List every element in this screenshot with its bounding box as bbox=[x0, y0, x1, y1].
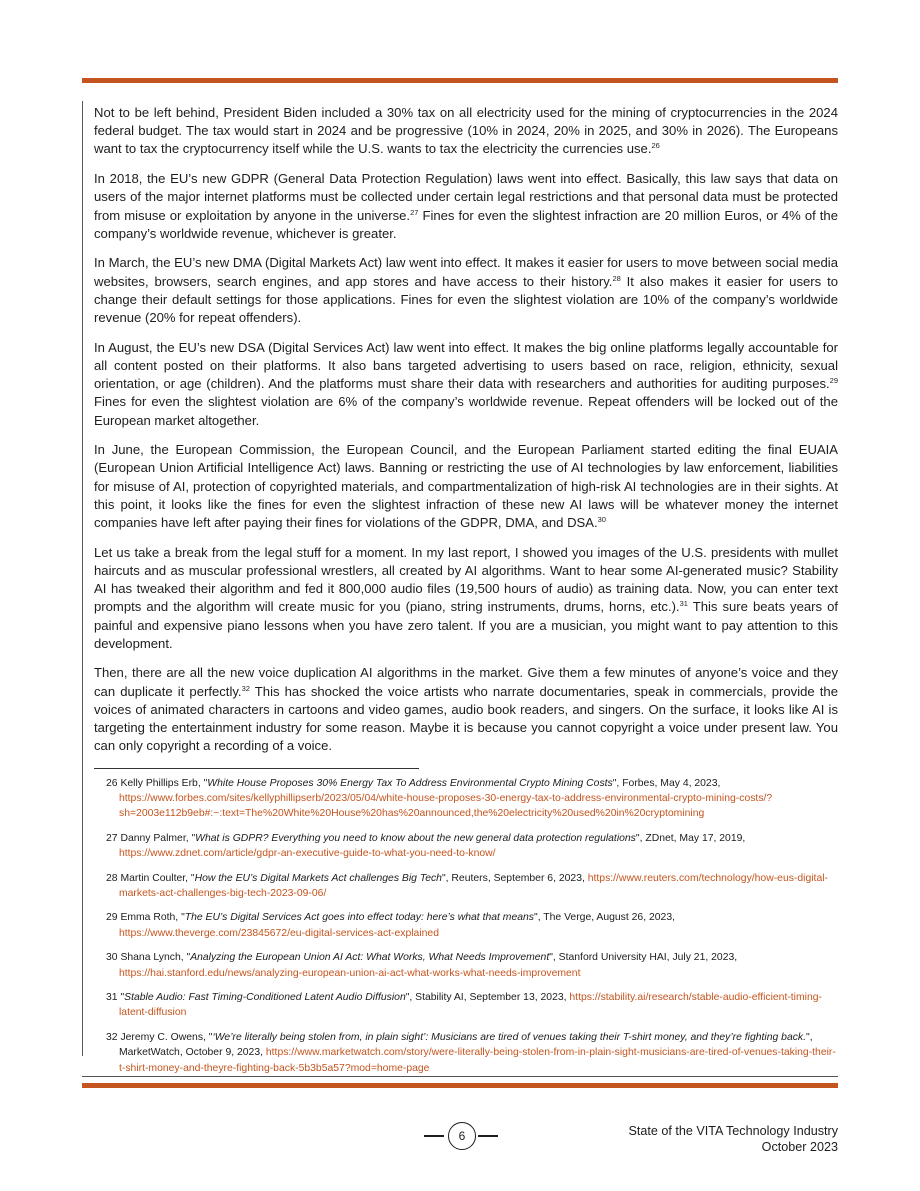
footnote-ref: 31 bbox=[679, 599, 688, 609]
text-run: 30 Shana Lynch, " bbox=[106, 952, 191, 964]
text-run: This has shocked the voice artists who narrate documentaries, speak in commercials, provide the voices of animated characters in cartoons and video games, audio book readers, and singers. On the surface, it looks like AI is targeting the entertainment industry for some reason. Maybe it is because you cannot copyright a voice under present law. You can only copyright a recording of a voice. bbox=[94, 683, 838, 754]
left-margin-rule bbox=[82, 101, 83, 1056]
bottom-accent-rule bbox=[82, 1083, 838, 1088]
page-number-left-dash bbox=[424, 1135, 444, 1137]
paragraph bbox=[94, 339, 838, 430]
source-link[interactable]: https://hai.stanford.edu/news/analyzing-european-union-ai-act-what-works-what-needs-improvement bbox=[119, 967, 581, 979]
footnote-separator bbox=[94, 768, 419, 769]
article-title: Stable Audio: Fast Timing-Conditioned Latent Audio Diffusion bbox=[124, 991, 406, 1003]
text-run: It also makes it easier for users to change their default settings for those applications. Fines for even the slightest violation are 10% of the company’s worldwide revenue (20% for repeat offenders). bbox=[94, 273, 838, 326]
page-body bbox=[94, 104, 838, 1085]
footnote bbox=[106, 776, 838, 822]
page-number-badge bbox=[424, 1122, 500, 1150]
text-run: ", Forbes, May 4, 2023, bbox=[612, 777, 721, 789]
footnotes bbox=[94, 776, 838, 1077]
text-run: ", Stanford University HAI, July 21, 2023, bbox=[549, 952, 738, 964]
article-title: What is GDPR? Everything you need to know about the new general data protection regulations bbox=[195, 832, 636, 844]
article-title: How the EU’s Digital Markets Act challenges Big Tech bbox=[194, 872, 442, 884]
source-link[interactable]: https://stability.ai/research/stable-audio-efficient-timing-latent-diffusion bbox=[119, 991, 822, 1019]
source-link[interactable]: https://www.marketwatch.com/story/were-literally-being-stolen-from-in-plain-sight-musicians-are-tired-of-venues-taking-their-t-shirt-money-and-theyre-fighting-back-5b3b5a57?mod=home-page bbox=[119, 1047, 836, 1074]
text-run: In March, the EU’s new DMA (Digital Markets Act) law went into effect. It makes it easier for users to move between social media websites, browsers, search engines, and app stores and have access to their history. bbox=[94, 255, 838, 289]
top-accent-rule bbox=[82, 78, 838, 83]
text-run: Fines for even the slightest infraction are 20 million Euros, or 4% of the company’s worldwide revenue, whichever is greater. bbox=[94, 207, 838, 241]
text-run: 26 Kelly Phillips Erb, " bbox=[106, 777, 208, 789]
text-run: Not to be left behind, President Biden included a 30% tax on all electricity used for the mining of cryptocurrencies in the 2024 federal budget. The tax would start in 2024 and be progressive (10% in 2024, 20% in 2025, and 30% in 2026). The Europeans want to tax the cryptocurrency itself while the U.S. wants to tax the electricity the currencies use. bbox=[94, 105, 838, 157]
paragraph bbox=[94, 254, 838, 327]
text-run: In June, the European Commission, the European Council, and the European Parliament started editing the final EUAIA (European Union Artificial Intelligence Act) laws. Banning or restricting the use of AI technologies by law enforcement, liabilities for misuse of AI, protection of copyrighted materials, and compartmentalization of high-risk AI technologies are in their sights. At this point, it looks like the fines for even the slightest infraction of these new AI laws will be whatever money the internet companies have left after paying their fines for violations of the GDPR, DMA, and DSA. bbox=[94, 442, 838, 531]
source-link[interactable]: https://www.theverge.com/23845672/eu-digital-services-act-explained bbox=[119, 927, 439, 939]
text-run: 28 Martin Coulter, " bbox=[106, 872, 195, 884]
footnote bbox=[106, 910, 838, 941]
footnote-ref: 29 bbox=[829, 376, 838, 386]
text-run: This sure beats years of painful and expensive piano lessons when you have zero talent. If you are a musician, you might want to pay attention to this development. bbox=[94, 599, 838, 651]
footnote-ref: 32 bbox=[241, 683, 250, 693]
text-run: 27 Danny Palmer, " bbox=[106, 832, 196, 844]
body-text bbox=[94, 104, 838, 756]
text-run: 29 Emma Roth, " bbox=[106, 912, 185, 924]
article-title: Analyzing the European Union AI Act: What Works, What Needs Improvement bbox=[190, 952, 550, 964]
footnote bbox=[106, 990, 838, 1021]
report-date: October 2023 bbox=[761, 1140, 838, 1154]
footnote-ref: 28 bbox=[612, 273, 621, 283]
source-link[interactable]: https://www.reuters.com/technology/how-eus-digital-markets-act-challenges-big-tech-2023-09-06/ bbox=[119, 872, 828, 899]
text-run: Fines for even the slightest violation are 6% of the company’s worldwide revenue. Repeat offenders will be locked out of the European market altogether. bbox=[94, 394, 838, 428]
bottom-thin-rule bbox=[82, 1076, 838, 1077]
text-run: ", ZDnet, May 17, 2019, bbox=[635, 832, 746, 844]
text-run: ", Stability AI, September 13, 2023, bbox=[405, 991, 570, 1003]
text-run: Then, there are all the new voice duplication AI algorithms in the market. Give them a few minutes of anyone’s voice and they can duplicate it perfectly. bbox=[94, 665, 838, 699]
source-link[interactable]: https://www.zdnet.com/article/gdpr-an-executive-guide-to-what-you-need-to-know/ bbox=[119, 848, 496, 860]
footnote-ref: 26 bbox=[651, 141, 660, 151]
article-title: White House Proposes 30% Energy Tax To Address Environmental Crypto Mining Costs bbox=[207, 777, 613, 789]
text-run: 31 " bbox=[106, 991, 125, 1003]
paragraph bbox=[94, 544, 838, 653]
footnote bbox=[106, 950, 838, 981]
report-title: State of the VITA Technology Industry bbox=[628, 1124, 838, 1138]
paragraph bbox=[94, 664, 838, 755]
page-number: 6 bbox=[448, 1122, 476, 1150]
text-run: In 2018, the EU’s new GDPR (General Data Protection Regulation) laws went into effect. Basically, this law says that data on users of the major internet platforms must be collected under certain legal restrictions and that personal data must be protected from misuse or exploitation by anyone in the universe. bbox=[94, 171, 838, 223]
footnote bbox=[106, 1030, 838, 1076]
article-title: The EU’s Digital Services Act goes into effect today: here’s what that means bbox=[184, 912, 534, 924]
source-link[interactable]: https://www.forbes.com/sites/kellyphillipserb/2023/05/04/white-house-proposes-30-energy-tax-to-address-environmental-crypto-mining-costs/?sh=2003e112b9eb#:~:text=The%20White%20House%20has%20announced,the%20electricity%20used%20in%20cryptomining bbox=[119, 792, 773, 820]
text-run: 32 Jeremy C. Owens, " bbox=[106, 1031, 213, 1043]
article-title: ‘We’re literally being stolen from, in plain sight’: Musicians are tired of venues taking their T-shirt money, and they’re fighting back. bbox=[212, 1031, 806, 1043]
paragraph bbox=[94, 104, 838, 159]
paragraph bbox=[94, 170, 838, 243]
text-run: ", MarketWatch, October 9, 2023, bbox=[119, 1031, 813, 1059]
text-run: ", Reuters, September 6, 2023, bbox=[441, 872, 588, 884]
text-run: In August, the EU’s new DSA (Digital Services Act) law went into effect. It makes the big online platforms legally accountable for all content posted on their platforms. It also bans targeted advertising to users based on race, religion, ethnicity, sexual orientation, or age (children). And the platforms must share their data with researchers and authorities for auditing purposes. bbox=[94, 339, 838, 392]
footer-report-info bbox=[628, 1123, 838, 1155]
footnote-ref: 27 bbox=[410, 207, 419, 217]
footnote bbox=[106, 871, 838, 902]
page-number-right-dash bbox=[478, 1135, 498, 1137]
footnote-ref: 30 bbox=[597, 515, 606, 525]
text-run: Let us take a break from the legal stuff for a moment. In my last report, I showed you images of the U.S. presidents with mullet haircuts and as muscular professional wrestlers, all created by AI algorithms. Want to hear some AI-generated music? Stability AI has tweaked their algorithm and fed it 800,000 audio files (19,500 hours of audio) as training data. Now, you can enter text prompts and the algorithm will create music for you (piano, string instruments, drums, horns, etc.). bbox=[94, 544, 838, 615]
paragraph bbox=[94, 441, 838, 532]
footnote bbox=[106, 831, 838, 862]
text-run: ", The Verge, August 26, 2023, bbox=[534, 912, 675, 924]
